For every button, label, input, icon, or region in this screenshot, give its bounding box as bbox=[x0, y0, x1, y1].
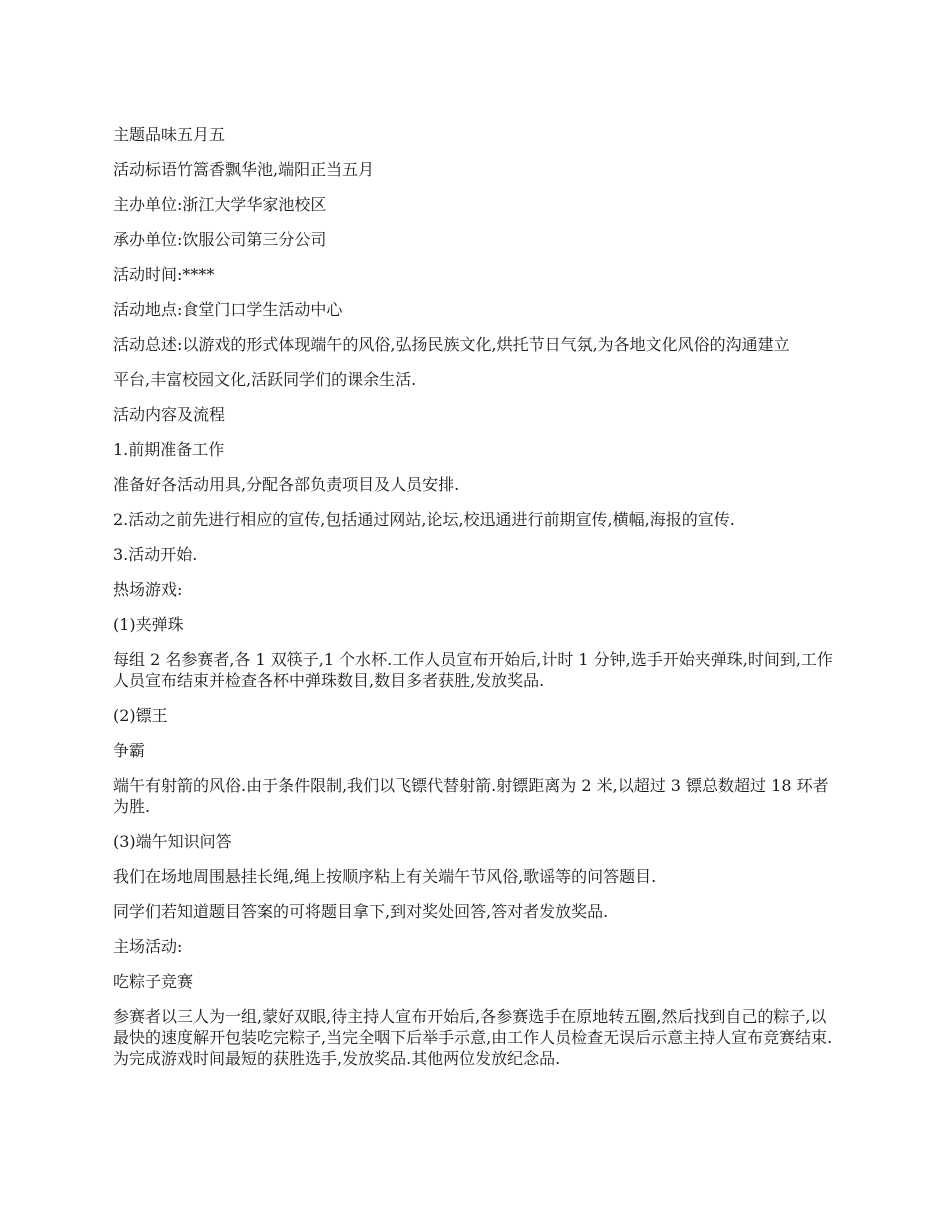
co-organizer-line: 承办单位:饮服公司第三分公司 bbox=[113, 230, 327, 249]
game-3-text-1: 我们在场地周围悬挂长绳,绳上按顺序粘上有关端午节风俗,歌谣等的问答题目. bbox=[113, 867, 657, 886]
game-2-heading-continuation: 争霸 bbox=[113, 741, 146, 760]
organizer-line: 主办单位:浙江大学华家池校区 bbox=[113, 195, 327, 214]
game-2-heading: (2)镖王 bbox=[113, 706, 168, 725]
warmup-heading: 热场游戏: bbox=[113, 580, 183, 599]
location-line: 活动地点:食堂门口学生活动中心 bbox=[113, 300, 343, 319]
summary-paragraph: 活动总述:以游戏的形式体现端午的风俗,弘扬民族文化,烘托节日气氛,为各地文化风俗的沟通建立 bbox=[113, 335, 790, 354]
game-2-text: 端午有射箭的风俗.由于条件限制,我们以飞镖代替射箭.射镖距离为 2 米,以超过 3 镖总数超过 18 环者为胜. bbox=[113, 776, 829, 816]
slogan-line: 活动标语竹篙香飘华池,端阳正当五月 bbox=[113, 160, 375, 179]
doc-title: 主题品味五月五 bbox=[113, 125, 226, 144]
summary-continuation: 平台,丰富校园文化,活跃同学们的课余生活. bbox=[113, 370, 417, 389]
step-1-heading: 1.前期准备工作 bbox=[113, 440, 225, 459]
zongzi-contest-text: 参赛者以三人为一组,蒙好双眼,待主持人宣布开始后,各参赛选手在原地转五圈,然后找到自己的粽子,以最快的速度解开包装吃完粽子,当完全咽下后举手示意,由工作人员检查无误后示意主持人宣布竞赛结束.为完成游戏时间最短的获胜选手,发放奖品.其他两位发放纪念品. bbox=[113, 1007, 833, 1068]
main-activity-heading: 主场活动: bbox=[113, 937, 183, 956]
step-1-text: 准备好各活动用具,分配各部负责项目及人员安排. bbox=[113, 475, 460, 494]
section-heading-content: 活动内容及流程 bbox=[113, 405, 226, 424]
game-1-heading: (1)夹弹珠 bbox=[113, 615, 184, 634]
game-3-heading: (3)端午知识问答 bbox=[113, 832, 232, 851]
game-3-text-2: 同学们若知道题目答案的可将题目拿下,到对奖处回答,答对者发放奖品. bbox=[113, 902, 609, 921]
game-1-text: 每组 2 名参赛者,各 1 双筷子,1 个水杯.工作人员宣布开始后,计时 1 分钟,选手开始夹弹珠,时间到,工作人员宣布结束并检查各杯中弹珠数目,数目多者获胜,发放奖品. bbox=[113, 650, 833, 690]
step-3-text: 3.活动开始. bbox=[113, 545, 198, 564]
zongzi-contest-heading: 吃粽子竞赛 bbox=[113, 972, 194, 991]
document-body bbox=[113, 124, 838, 1083]
time-line: 活动时间:**** bbox=[113, 265, 215, 284]
step-2-text: 2.活动之前先进行相应的宣传,包括通过网站,论坛,校迅通进行前期宣传,横幅,海报的宣传. bbox=[113, 510, 735, 529]
